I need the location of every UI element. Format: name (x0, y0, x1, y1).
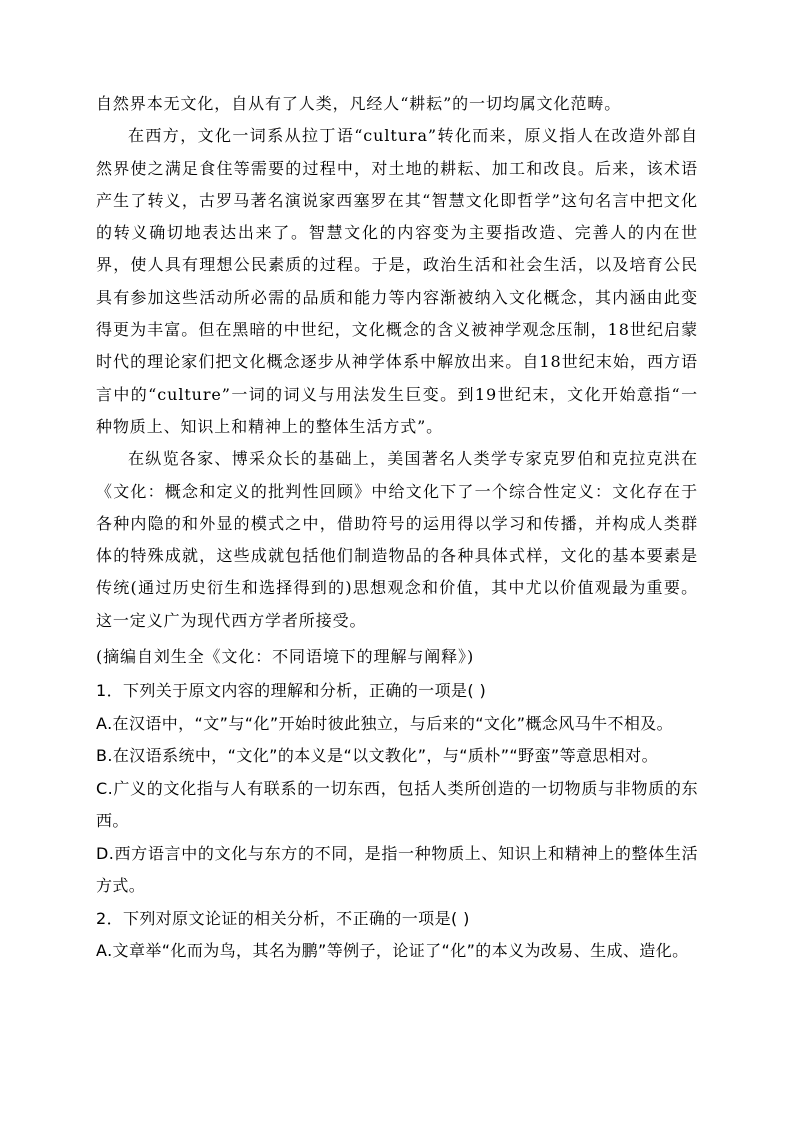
passage-paragraph-2: 在西方，文化一词系从拉丁语“cultura”转化而来，原义指人在改造外部自然界使之满足食住等需要的过程中，对土地的耕耘、加工和改良。后来，该术语产生了转义，古罗马著名演说家西塞罗在其“智慧文化即哲学”这句名言中把文化的转义确切地表达出来了。智慧文化的内容变为主要指改造、完善人的内在世界，使人具有理想公民素质的过程。于是，政治生活和社会生活，以及培育公民具有参加这些活动所必需的品质和能力等内容渐被纳入文化概念，其内涵由此变得更为丰富。但在黑暗的中世纪，文化概念的含义被神学观念压制，18世纪启蒙时代的理论家们把文化概念逐步从神学体系中解放出来。自18世纪末始，西方语言中的“culture”一词的词义与用法发生巨变。到19世纪末，文化开始意指“一种物质上、知识上和精神上的整体生活方式”。 (96, 126, 698, 436)
question-1-option-c: C.广义的文化指与人有联系的一切东西，包括人类所创造的一切物质与非物质的东西。 (96, 778, 698, 831)
question-1 (96, 675, 698, 903)
passage-paragraph-3: 在纵览各家、博采众长的基础上，美国著名人类学专家克罗伯和克拉克洪在《文化：概念和定义的批判性回顾》中给文化下了一个综合性定义：文化存在于各种内隐的和外显的模式之中，借助符号的运用得以学习和传播，并构成人类群体的特殊成就，这些成就包括他们制造物品的各种具体式样，文化的基本要素是传统(通过历史衍生和选择得到的)思想观念和价值，其中尤以价值观最为重要。这一定义广为现代西方学者所接受。 (96, 449, 698, 630)
passage-paragraph-1: 自然界本无文化，自从有了人类，凡经人“耕耘”的一切均属文化范畴。 (96, 94, 622, 113)
question-1-option-b: B.在汉语系统中，“文化”的本义是“以文教化”，与“质朴”“野蛮”等意思相对。 (96, 746, 658, 766)
question-1-stem: 1．下列关于原文内容的理解和分析，正确的一项是( ) (96, 681, 487, 701)
question-1-option-d: D.西方语言中的文化与东方的不同，是指一种物质上、知识上和精神上的整体生活方式。 (96, 843, 698, 896)
document-page (96, 88, 698, 968)
question-2 (96, 903, 698, 968)
question-2-stem: 2．下列对原文论证的相关分析，不正确的一项是( ) (96, 908, 470, 928)
question-1-option-a: A.在汉语中，“文”与“化”开始时彼此独立，与后来的“文化”概念风马牛不相及。 (96, 713, 674, 733)
question-2-option-a: A.文章举“化而为鸟，其名为鹏”等例子，论证了“化”的本义为改易、生成、造化。 (96, 941, 689, 961)
passage-source: (摘编自刘生全《文化：不同语境下的理解与阐释》) (96, 647, 475, 667)
